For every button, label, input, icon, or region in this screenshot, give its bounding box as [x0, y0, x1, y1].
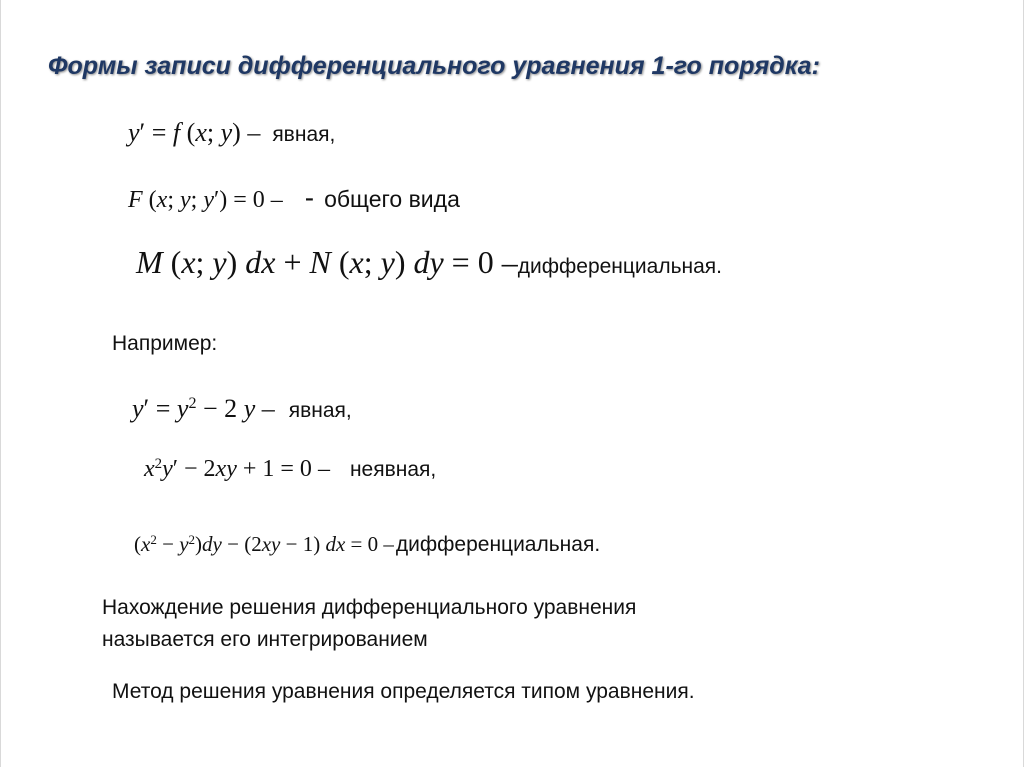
integration-paragraph	[102, 592, 636, 656]
label-example-explicit: явная,	[288, 399, 352, 422]
example-implicit	[144, 456, 436, 483]
dash-mark: -	[304, 182, 315, 213]
form-explicit	[128, 118, 335, 148]
form-general	[128, 182, 460, 214]
integration-paragraph-line2: называется его интегрированием	[102, 628, 428, 651]
example-explicit	[132, 394, 352, 424]
formula-explicit: y′ = f (x; y) –	[128, 118, 261, 147]
method-sentence: Метод решения уравнения определяется типом уравнения.	[112, 680, 695, 703]
formula-example-explicit: $y' = y^2 - 2$ y –	[132, 394, 275, 423]
form-differential	[136, 244, 722, 281]
formula-general: F (x; y; y′) = 0 –	[128, 187, 283, 213]
label-general: общего вида	[324, 186, 460, 212]
integration-paragraph-line1: Нахождение решения дифференциального уравнения	[102, 596, 637, 619]
formula-example-implicit: $x^2y' - 2xy + 1 = 0$ –	[144, 455, 330, 482]
example-heading: Например:	[112, 332, 218, 355]
label-example-implicit: неявная,	[349, 458, 437, 481]
label-differential: дифференциальная.	[517, 255, 723, 278]
label-example-differential: дифференциальная.	[395, 533, 601, 556]
label-explicit: явная,	[272, 123, 336, 146]
formula-differential: M (x; y) dx + N (x; y) dy = 0 –	[136, 244, 518, 280]
example-differential	[134, 532, 600, 557]
formula-example-differential: $(x^2 - y^2)dy - (2xy - 1)$ dx = 0 –	[134, 531, 394, 556]
slide-title: Формы записи дифференциального уравнения 1-го порядка:	[48, 52, 820, 80]
